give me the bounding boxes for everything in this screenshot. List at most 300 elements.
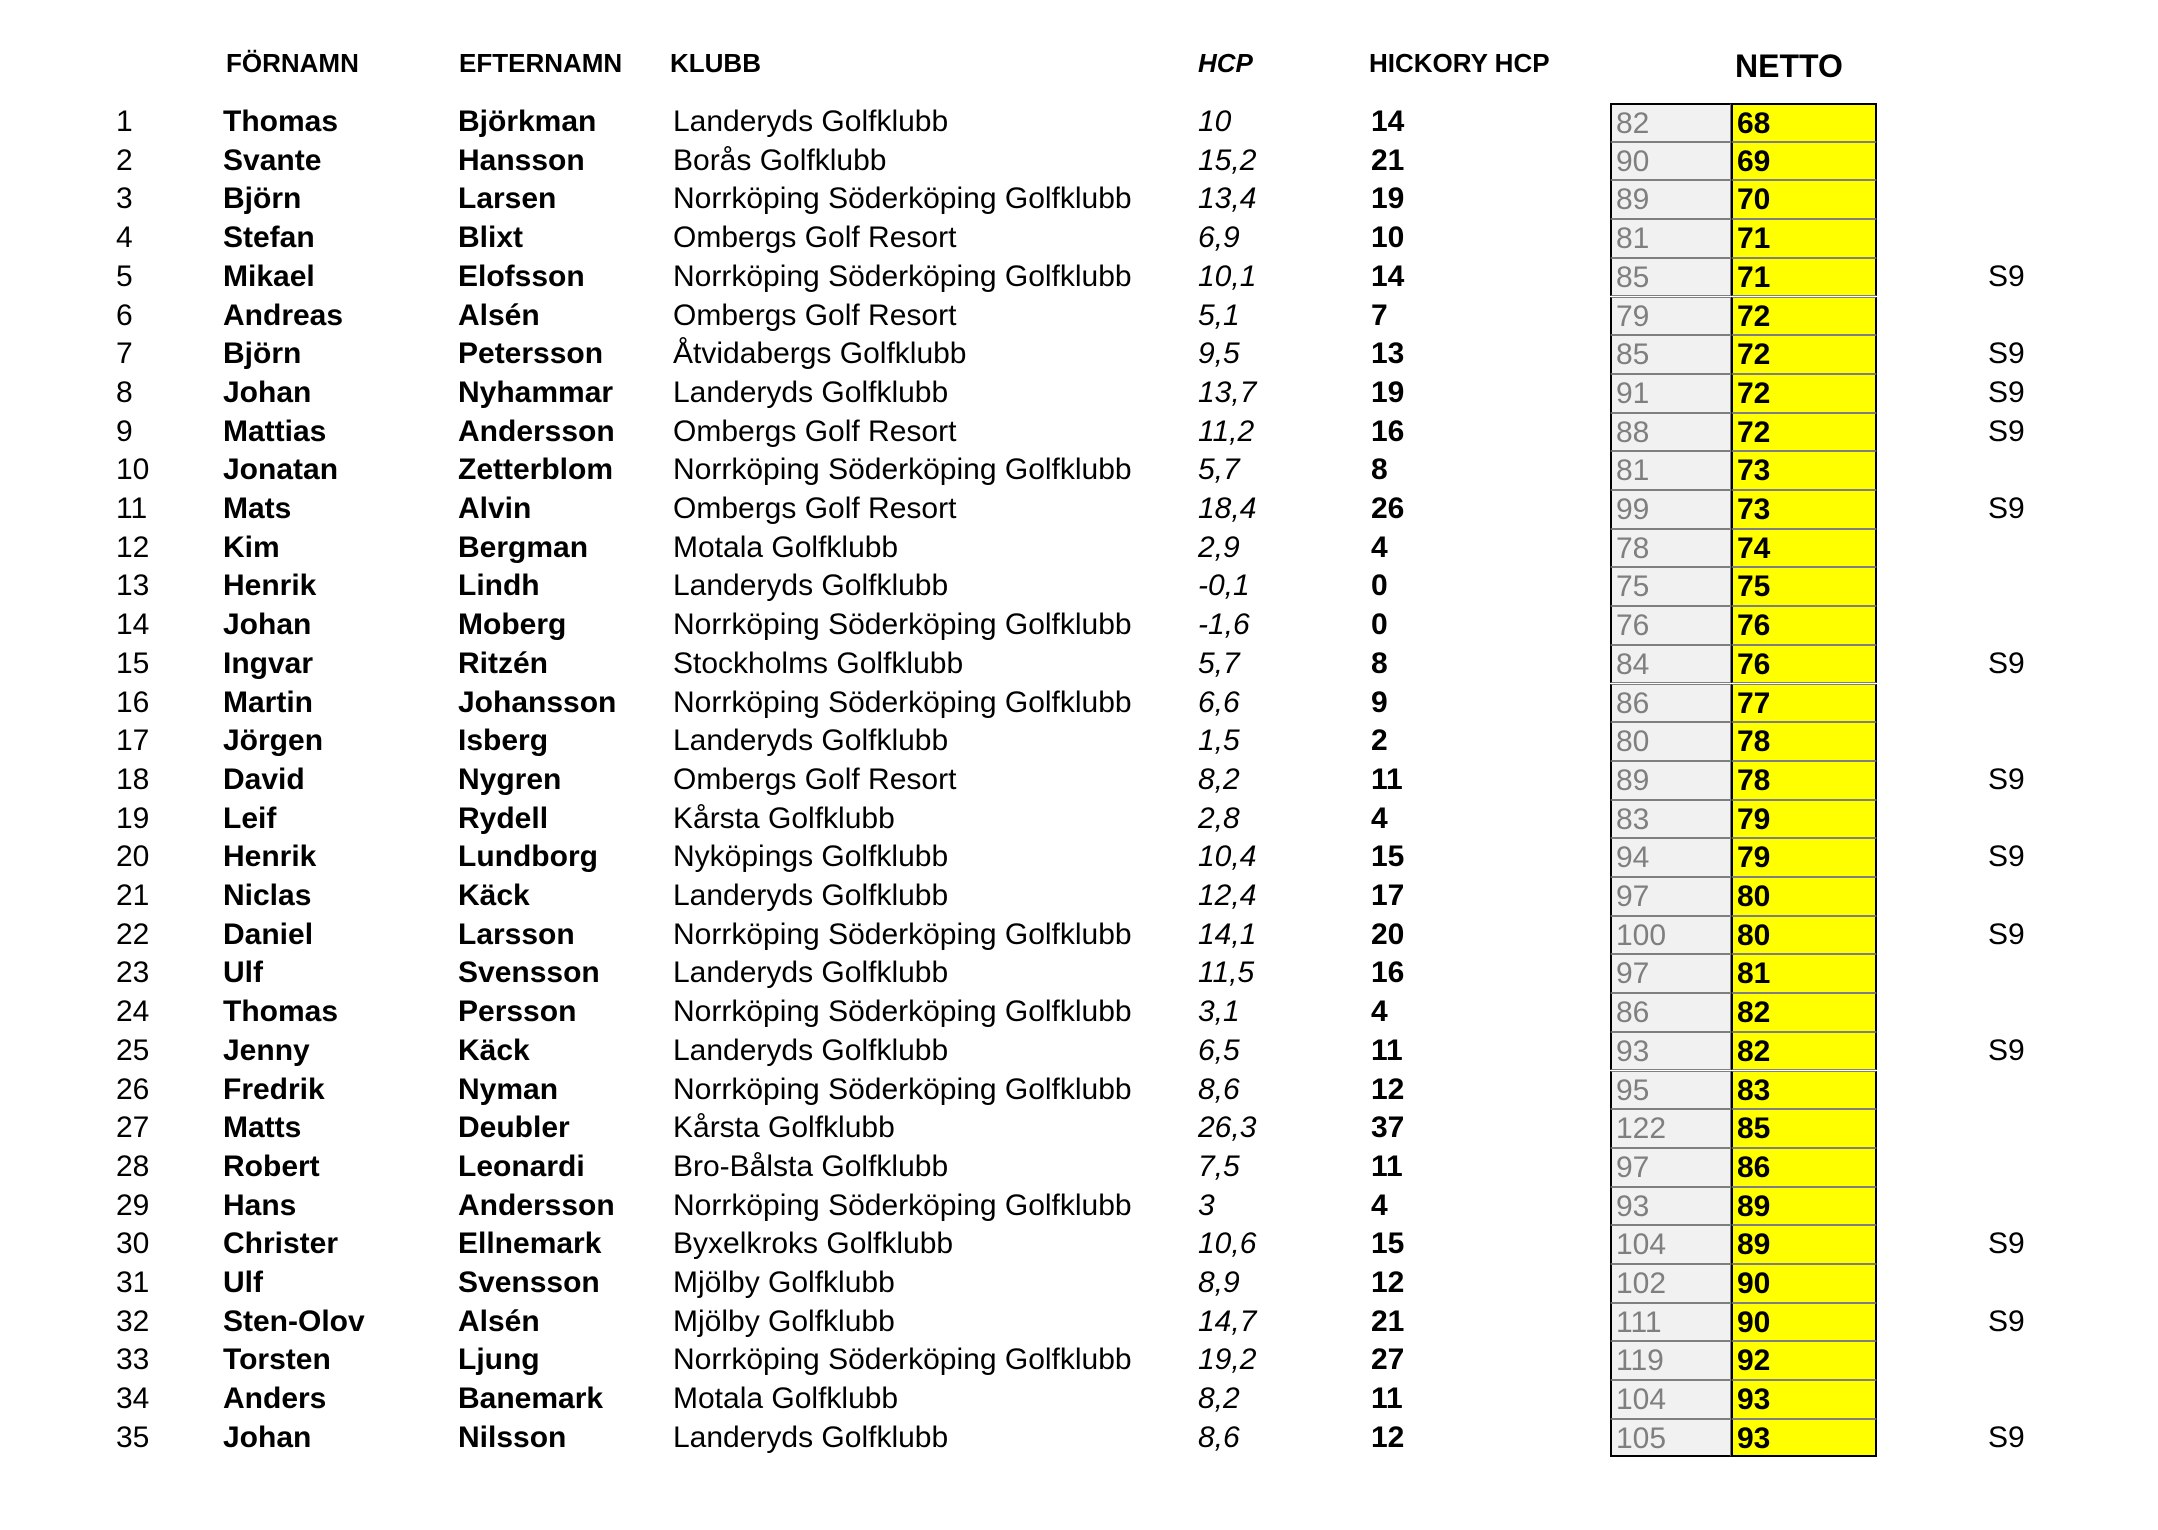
gross-score-cell: 93 xyxy=(1610,1032,1731,1071)
hickory-hcp-cell: 15 xyxy=(1371,840,1405,874)
hcp-cell: 15,2 xyxy=(1198,143,1257,177)
rank-cell: 28 xyxy=(116,1149,150,1183)
club-cell: Borås Golfklubb xyxy=(673,143,887,177)
gross-score-cell: 97 xyxy=(1610,954,1731,993)
first-name-cell: Ulf xyxy=(223,956,263,990)
gross-score-cell: 122 xyxy=(1610,1109,1731,1148)
hickory-hcp-cell: 12 xyxy=(1371,1420,1405,1454)
gross-score-cell: 75 xyxy=(1610,567,1731,606)
club-cell: Mjölby Golfklubb xyxy=(673,1304,895,1338)
net-score-cell: 72 xyxy=(1731,374,1877,413)
gross-score-cell: 89 xyxy=(1610,180,1731,219)
net-score-cell: 76 xyxy=(1731,606,1877,645)
hcp-cell: -1,6 xyxy=(1198,608,1250,642)
hcp-cell: 5,7 xyxy=(1198,646,1240,680)
table-row xyxy=(0,1264,2158,1303)
note-cell: S9 xyxy=(1988,259,2025,293)
hickory-hcp-cell: 37 xyxy=(1371,1111,1405,1145)
club-cell: Norrköping Söderköping Golfklubb xyxy=(673,182,1132,216)
table-row xyxy=(0,800,2158,839)
last-name-cell: Petersson xyxy=(458,337,604,371)
hcp-cell: 9,5 xyxy=(1198,337,1240,371)
last-name-cell: Zetterblom xyxy=(458,453,614,487)
table-row xyxy=(0,567,2158,606)
last-name-cell: Svensson xyxy=(458,956,600,990)
first-name-cell: Björn xyxy=(223,337,302,371)
club-cell: Byxelkroks Golfklubb xyxy=(673,1227,954,1261)
club-cell: Åtvidabergs Golfklubb xyxy=(673,337,967,371)
note-cell: S9 xyxy=(1988,917,2025,951)
first-name-cell: Björn xyxy=(223,182,302,216)
gross-score-cell: 78 xyxy=(1610,529,1731,568)
hickory-hcp-cell: 14 xyxy=(1371,105,1405,138)
hickory-hcp-cell: 4 xyxy=(1371,995,1388,1029)
hickory-hcp-cell: 0 xyxy=(1371,608,1388,642)
rank-cell: 23 xyxy=(116,956,150,990)
table-row xyxy=(0,219,2158,258)
last-name-cell: Moberg xyxy=(458,608,567,642)
hickory-hcp-cell: 4 xyxy=(1371,1188,1388,1222)
table-row xyxy=(0,1148,2158,1187)
gross-score-cell: 89 xyxy=(1610,761,1731,800)
hickory-hcp-cell: 11 xyxy=(1371,1033,1403,1067)
rank-cell: 7 xyxy=(116,337,133,371)
rank-cell: 15 xyxy=(116,646,150,680)
table-row xyxy=(0,1419,2158,1458)
net-score-cell: 79 xyxy=(1731,838,1877,877)
gross-score-cell: 119 xyxy=(1610,1341,1731,1380)
rank-cell: 6 xyxy=(116,298,133,332)
last-name-cell: Lindh xyxy=(458,569,540,603)
hcp-cell: 13,4 xyxy=(1198,182,1257,216)
last-name-cell: Nygren xyxy=(458,762,562,796)
rank-cell: 19 xyxy=(116,801,150,835)
table-row xyxy=(0,451,2158,490)
hickory-hcp-cell: 26 xyxy=(1371,492,1405,525)
note-cell: S9 xyxy=(1988,1420,2025,1454)
net-score-cell: 89 xyxy=(1731,1187,1877,1226)
last-name-cell: Larsen xyxy=(458,182,557,216)
hickory-hcp-cell: 2 xyxy=(1371,724,1388,758)
hickory-hcp-cell: 4 xyxy=(1371,801,1388,835)
gross-score-cell: 85 xyxy=(1610,258,1731,297)
rank-cell: 22 xyxy=(116,917,150,951)
club-cell: Ombergs Golf Resort xyxy=(673,298,957,332)
table-row xyxy=(0,374,2158,413)
net-score-cell: 72 xyxy=(1731,413,1877,452)
rank-cell: 18 xyxy=(116,762,150,796)
hcp-cell: -0,1 xyxy=(1198,569,1250,603)
header-club: KLUBB xyxy=(670,48,761,78)
last-name-cell: Larsson xyxy=(458,917,575,951)
last-name-cell: Nilsson xyxy=(458,1420,567,1454)
table-row xyxy=(0,1071,2158,1110)
rank-cell: 17 xyxy=(116,724,150,758)
last-name-cell: Andersson xyxy=(458,414,615,448)
first-name-cell: Johan xyxy=(223,608,312,642)
gross-score-cell: 99 xyxy=(1610,490,1731,529)
table-row xyxy=(0,335,2158,374)
rank-cell: 13 xyxy=(116,569,150,603)
first-name-cell: Christer xyxy=(223,1227,339,1261)
club-cell: Landeryds Golfklubb xyxy=(673,724,949,758)
last-name-cell: Isberg xyxy=(458,724,549,758)
last-name-cell: Bergman xyxy=(458,530,589,564)
net-score-cell: 71 xyxy=(1731,219,1877,258)
net-score-cell: 76 xyxy=(1731,645,1877,684)
hcp-cell: 5,7 xyxy=(1198,453,1240,487)
hcp-cell: 8,2 xyxy=(1198,1382,1240,1416)
last-name-cell: Käck xyxy=(458,879,530,912)
table-row xyxy=(0,645,2158,684)
table-row xyxy=(0,916,2158,955)
last-name-cell: Nyhammar xyxy=(458,375,614,409)
last-name-cell: Deubler xyxy=(458,1111,570,1145)
table-row xyxy=(0,1109,2158,1148)
rank-cell: 32 xyxy=(116,1304,150,1338)
rank-cell: 35 xyxy=(116,1420,150,1454)
net-score-cell: 93 xyxy=(1731,1419,1877,1458)
club-cell: Landeryds Golfklubb xyxy=(673,879,949,912)
table-row xyxy=(0,684,2158,723)
net-score-cell: 74 xyxy=(1731,529,1877,568)
club-cell: Stockholms Golfklubb xyxy=(673,646,964,680)
gross-score-cell: 93 xyxy=(1610,1187,1731,1226)
table-row xyxy=(0,722,2158,761)
net-score-cell: 83 xyxy=(1731,1071,1877,1110)
header-first-name: FÖRNAMN xyxy=(226,48,359,78)
rank-cell: 9 xyxy=(116,414,133,448)
last-name-cell: Björkman xyxy=(458,105,597,138)
hickory-hcp-cell: 12 xyxy=(1371,1266,1405,1299)
hickory-hcp-cell: 7 xyxy=(1371,298,1388,332)
table-row xyxy=(0,490,2158,529)
hickory-hcp-cell: 11 xyxy=(1371,1149,1403,1183)
table-row xyxy=(0,1341,2158,1380)
first-name-cell: Stefan xyxy=(223,221,315,255)
net-score-cell: 72 xyxy=(1731,297,1877,336)
table-row xyxy=(0,993,2158,1032)
hickory-hcp-cell: 21 xyxy=(1371,1304,1405,1338)
hcp-cell: 10 xyxy=(1198,105,1232,138)
hcp-cell: 11,2 xyxy=(1198,414,1255,448)
first-name-cell: Andreas xyxy=(223,298,344,332)
hickory-hcp-cell: 0 xyxy=(1371,569,1388,603)
header-last-name: EFTERNAMN xyxy=(459,48,623,78)
gross-score-cell: 76 xyxy=(1610,606,1731,645)
hickory-hcp-cell: 8 xyxy=(1371,453,1388,487)
rank-cell: 30 xyxy=(116,1227,150,1261)
hickory-hcp-cell: 19 xyxy=(1371,182,1405,216)
rank-cell: 33 xyxy=(116,1343,150,1377)
club-cell: Ombergs Golf Resort xyxy=(673,221,957,255)
table-row xyxy=(0,1303,2158,1342)
first-name-cell: Henrik xyxy=(223,840,317,874)
rank-cell: 29 xyxy=(116,1188,150,1222)
first-name-cell: Niclas xyxy=(223,879,312,912)
club-cell: Ombergs Golf Resort xyxy=(673,414,957,448)
hcp-cell: 6,9 xyxy=(1198,221,1240,255)
hcp-cell: 26,3 xyxy=(1198,1111,1257,1145)
hcp-cell: 8,6 xyxy=(1198,1072,1240,1106)
hcp-cell: 10,4 xyxy=(1198,840,1257,874)
club-cell: Landeryds Golfklubb xyxy=(673,1033,949,1067)
last-name-cell: Alvin xyxy=(458,492,532,525)
table-row xyxy=(0,1380,2158,1419)
club-cell: Kårsta Golfklubb xyxy=(673,1111,895,1145)
hickory-hcp-cell: 16 xyxy=(1371,956,1405,990)
hickory-hcp-cell: 8 xyxy=(1371,646,1388,680)
rank-cell: 3 xyxy=(116,182,133,216)
net-score-cell: 78 xyxy=(1731,722,1877,761)
first-name-cell: Ulf xyxy=(223,1266,263,1299)
table-row xyxy=(0,180,2158,219)
first-name-cell: Thomas xyxy=(223,105,339,138)
hickory-hcp-cell: 9 xyxy=(1371,685,1388,719)
rank-cell: 21 xyxy=(116,879,150,912)
net-score-cell: 85 xyxy=(1731,1109,1877,1148)
last-name-cell: Alsén xyxy=(458,1304,540,1338)
gross-score-cell: 97 xyxy=(1610,877,1731,916)
net-score-cell: 75 xyxy=(1731,567,1877,606)
last-name-cell: Leonardi xyxy=(458,1149,585,1183)
net-score-cell: 79 xyxy=(1731,800,1877,839)
hickory-hcp-cell: 12 xyxy=(1371,1072,1405,1106)
note-cell: S9 xyxy=(1988,1227,2025,1261)
hcp-cell: 10,1 xyxy=(1198,259,1257,293)
net-score-cell: 80 xyxy=(1731,916,1877,955)
first-name-cell: Leif xyxy=(223,801,277,835)
club-cell: Landeryds Golfklubb xyxy=(673,105,949,138)
last-name-cell: Ritzén xyxy=(458,646,548,680)
net-score-cell: 82 xyxy=(1731,993,1877,1032)
first-name-cell: Torsten xyxy=(223,1343,331,1377)
first-name-cell: Anders xyxy=(223,1382,327,1416)
hcp-cell: 3,1 xyxy=(1198,995,1240,1029)
hcp-cell: 14,7 xyxy=(1198,1304,1257,1338)
hcp-cell: 8,2 xyxy=(1198,762,1240,796)
rank-cell: 8 xyxy=(116,375,133,409)
last-name-cell: Alsén xyxy=(458,298,540,332)
last-name-cell: Nyman xyxy=(458,1072,559,1106)
table-row xyxy=(0,1032,2158,1071)
last-name-cell: Elofsson xyxy=(458,259,585,293)
first-name-cell: Svante xyxy=(223,143,322,177)
first-name-cell: Johan xyxy=(223,1420,312,1454)
net-score-cell: 68 xyxy=(1731,103,1877,142)
note-cell: S9 xyxy=(1988,646,2025,680)
first-name-cell: Mikael xyxy=(223,259,315,293)
rank-cell: 20 xyxy=(116,840,150,874)
table-row xyxy=(0,1187,2158,1226)
rank-cell: 1 xyxy=(116,105,133,138)
hcp-cell: 10,6 xyxy=(1198,1227,1257,1261)
hcp-cell: 7,5 xyxy=(1198,1149,1240,1183)
club-cell: Motala Golfklubb xyxy=(673,530,899,564)
net-score-cell: 86 xyxy=(1731,1148,1877,1187)
first-name-cell: Jenny xyxy=(223,1033,310,1067)
last-name-cell: Lundborg xyxy=(458,840,598,874)
first-name-cell: Kim xyxy=(223,530,280,564)
rank-cell: 11 xyxy=(116,492,148,525)
gross-score-cell: 90 xyxy=(1610,142,1731,181)
gross-score-cell: 104 xyxy=(1610,1380,1731,1419)
header-hickory-hcp: HICKORY HCP xyxy=(1369,48,1550,78)
first-name-cell: David xyxy=(223,762,305,796)
last-name-cell: Ljung xyxy=(458,1343,540,1377)
first-name-cell: Jonatan xyxy=(223,453,339,487)
first-name-cell: Fredrik xyxy=(223,1072,325,1106)
last-name-cell: Banemark xyxy=(458,1382,604,1416)
gross-score-cell: 100 xyxy=(1610,916,1731,955)
rank-cell: 2 xyxy=(116,143,133,177)
hcp-cell: 18,4 xyxy=(1198,492,1257,525)
table-row xyxy=(0,761,2158,800)
first-name-cell: Jörgen xyxy=(223,724,324,758)
hickory-hcp-cell: 11 xyxy=(1371,1382,1403,1416)
hcp-cell: 8,9 xyxy=(1198,1266,1240,1299)
gross-score-cell: 86 xyxy=(1610,993,1731,1032)
header-netto: NETTO xyxy=(1735,48,1843,84)
first-name-cell: Robert xyxy=(223,1149,320,1183)
net-score-cell: 72 xyxy=(1731,335,1877,374)
club-cell: Ombergs Golf Resort xyxy=(673,762,957,796)
club-cell: Norrköping Söderköping Golfklubb xyxy=(673,1188,1132,1222)
net-score-cell: 90 xyxy=(1731,1264,1877,1303)
club-cell: Nyköpings Golfklubb xyxy=(673,840,949,874)
table-row xyxy=(0,1225,2158,1264)
hickory-hcp-cell: 16 xyxy=(1371,414,1405,448)
gross-score-cell: 83 xyxy=(1610,800,1731,839)
net-score-cell: 89 xyxy=(1731,1225,1877,1264)
club-cell: Norrköping Söderköping Golfklubb xyxy=(673,1072,1132,1106)
hcp-cell: 2,8 xyxy=(1198,801,1240,835)
hcp-cell: 11,5 xyxy=(1198,956,1255,990)
last-name-cell: Rydell xyxy=(458,801,549,835)
hcp-cell: 19,2 xyxy=(1198,1343,1257,1377)
gross-score-cell: 82 xyxy=(1610,103,1731,142)
hickory-hcp-cell: 19 xyxy=(1371,375,1405,409)
net-score-cell: 73 xyxy=(1731,451,1877,490)
gross-score-cell: 94 xyxy=(1610,838,1731,877)
gross-score-cell: 102 xyxy=(1610,1264,1731,1303)
rank-cell: 14 xyxy=(116,608,150,642)
hcp-cell: 1,5 xyxy=(1198,724,1240,758)
hickory-hcp-cell: 15 xyxy=(1371,1227,1405,1261)
hcp-cell: 12,4 xyxy=(1198,879,1257,912)
gross-score-cell: 84 xyxy=(1610,645,1731,684)
first-name-cell: Johan xyxy=(223,375,312,409)
club-cell: Norrköping Söderköping Golfklubb xyxy=(673,259,1132,293)
note-cell: S9 xyxy=(1988,414,2025,448)
rank-cell: 16 xyxy=(116,685,150,719)
hcp-cell: 5,1 xyxy=(1198,298,1240,332)
hickory-hcp-cell: 10 xyxy=(1371,221,1405,255)
table-row xyxy=(0,877,2158,916)
gross-score-cell: 86 xyxy=(1610,684,1731,723)
gross-score-cell: 95 xyxy=(1610,1071,1731,1110)
gross-score-cell: 80 xyxy=(1610,722,1731,761)
first-name-cell: Mats xyxy=(223,492,292,525)
rank-cell: 27 xyxy=(116,1111,150,1145)
club-cell: Landeryds Golfklubb xyxy=(673,569,949,603)
net-score-cell: 82 xyxy=(1731,1032,1877,1071)
note-cell: S9 xyxy=(1988,762,2025,796)
gross-score-cell: 111 xyxy=(1610,1303,1731,1342)
net-score-cell: 80 xyxy=(1731,877,1877,916)
rank-cell: 12 xyxy=(116,530,150,564)
hcp-cell: 8,6 xyxy=(1198,1420,1240,1454)
note-cell: S9 xyxy=(1988,375,2025,409)
hickory-hcp-cell: 27 xyxy=(1371,1343,1405,1377)
hickory-hcp-cell: 21 xyxy=(1371,143,1405,177)
club-cell: Norrköping Söderköping Golfklubb xyxy=(673,1343,1132,1377)
first-name-cell: Thomas xyxy=(223,995,339,1029)
hcp-cell: 14,1 xyxy=(1198,917,1257,951)
club-cell: Norrköping Söderköping Golfklubb xyxy=(673,453,1132,487)
club-cell: Landeryds Golfklubb xyxy=(673,956,949,990)
club-cell: Norrköping Söderköping Golfklubb xyxy=(673,917,1132,951)
rank-cell: 26 xyxy=(116,1072,150,1106)
table-row xyxy=(0,954,2158,993)
net-score-cell: 81 xyxy=(1731,954,1877,993)
note-cell: S9 xyxy=(1988,840,2025,874)
note-cell: S9 xyxy=(1988,337,2025,371)
first-name-cell: Ingvar xyxy=(223,646,314,680)
net-score-cell: 78 xyxy=(1731,761,1877,800)
club-cell: Mjölby Golfklubb xyxy=(673,1266,895,1299)
net-score-cell: 92 xyxy=(1731,1341,1877,1380)
table-row xyxy=(0,529,2158,568)
header-hcp: HCP xyxy=(1198,48,1253,78)
net-score-cell: 69 xyxy=(1731,142,1877,181)
table-row xyxy=(0,838,2158,877)
rank-cell: 34 xyxy=(116,1382,150,1416)
hickory-hcp-cell: 13 xyxy=(1371,337,1405,371)
club-cell: Norrköping Söderköping Golfklubb xyxy=(673,995,1132,1029)
net-score-cell: 93 xyxy=(1731,1380,1877,1419)
club-cell: Landeryds Golfklubb xyxy=(673,1420,949,1454)
rank-cell: 31 xyxy=(116,1266,150,1299)
gross-score-cell: 104 xyxy=(1610,1225,1731,1264)
first-name-cell: Hans xyxy=(223,1188,297,1222)
note-cell: S9 xyxy=(1988,1033,2025,1067)
last-name-cell: Käck xyxy=(458,1033,530,1067)
hickory-hcp-cell: 14 xyxy=(1371,259,1405,293)
rank-cell: 24 xyxy=(116,995,150,1029)
gross-score-cell: 105 xyxy=(1610,1419,1731,1458)
rank-cell: 4 xyxy=(116,221,133,255)
hcp-cell: 3 xyxy=(1198,1188,1215,1222)
last-name-cell: Johansson xyxy=(458,685,617,719)
hickory-hcp-cell: 20 xyxy=(1371,917,1405,951)
net-score-cell: 90 xyxy=(1731,1303,1877,1342)
club-cell: Ombergs Golf Resort xyxy=(673,492,957,525)
gross-score-cell: 79 xyxy=(1610,297,1731,336)
table-row xyxy=(0,606,2158,645)
club-cell: Kårsta Golfklubb xyxy=(673,801,895,835)
gross-score-cell: 91 xyxy=(1610,374,1731,413)
rank-cell: 25 xyxy=(116,1033,150,1067)
last-name-cell: Ellnemark xyxy=(458,1227,602,1261)
note-cell: S9 xyxy=(1988,1304,2025,1338)
first-name-cell: Henrik xyxy=(223,569,317,603)
hickory-hcp-cell: 4 xyxy=(1371,530,1388,564)
first-name-cell: Daniel xyxy=(223,917,314,951)
gross-score-cell: 85 xyxy=(1610,335,1731,374)
table-row xyxy=(0,142,2158,181)
net-score-cell: 71 xyxy=(1731,258,1877,297)
